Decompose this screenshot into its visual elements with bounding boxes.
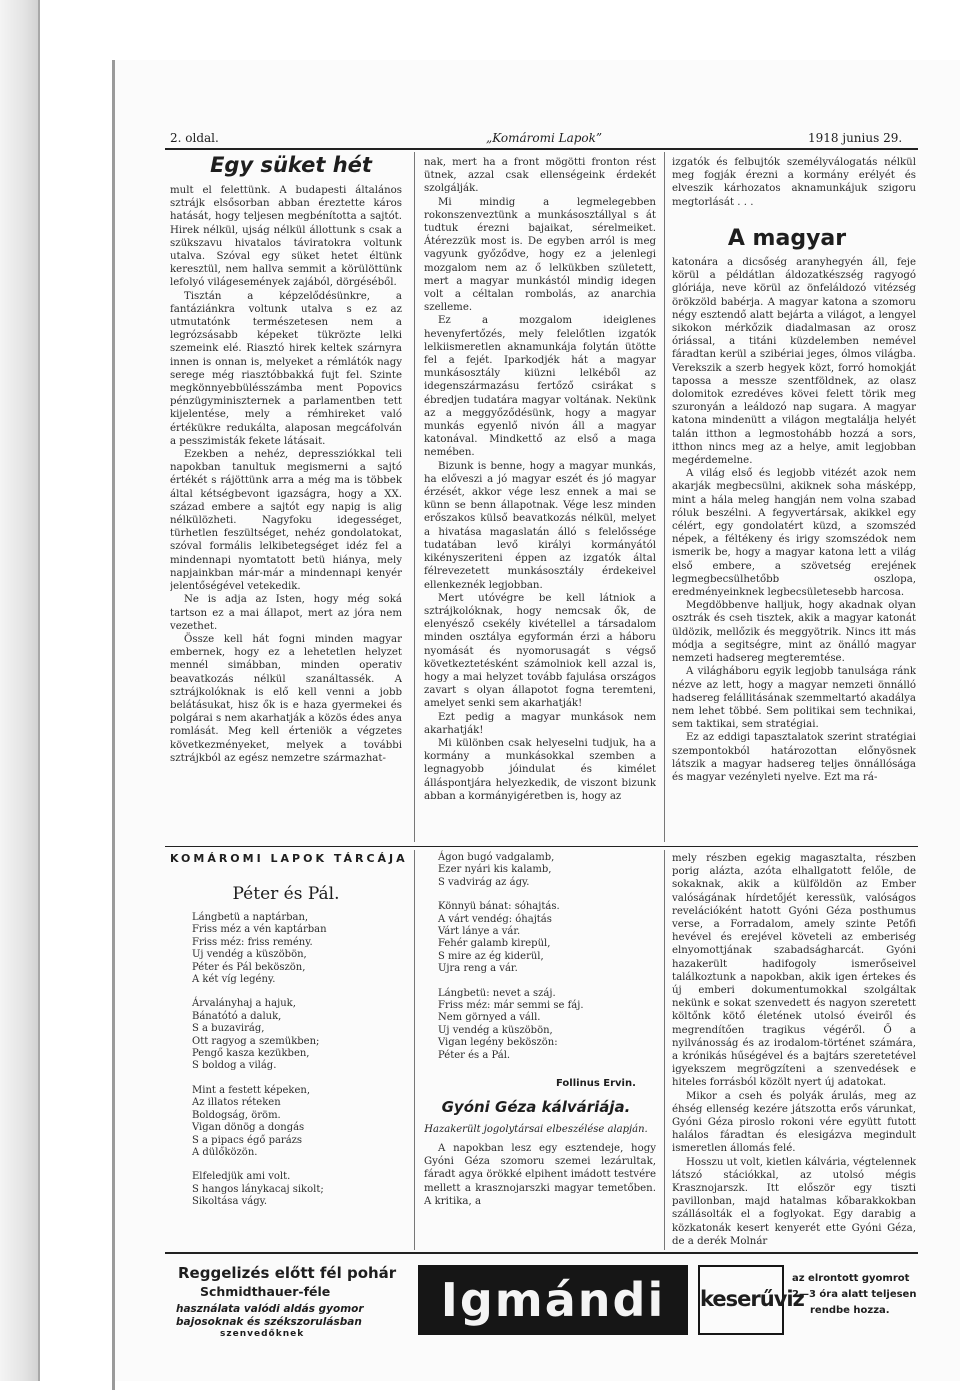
column-2-text	[424, 156, 656, 844]
verse-line: S mire az ég kiderül,	[438, 950, 544, 962]
verse-line: Ott ragyog a szemükben;	[192, 1035, 320, 1047]
stanza	[192, 1171, 327, 1208]
ad-rule	[165, 1252, 918, 1254]
verse-line: Péter és a Pál.	[438, 1049, 511, 1061]
verse-line: Sikoltása vágy.	[192, 1196, 268, 1208]
verse-line: Uj vendég a küszöbön,	[192, 949, 307, 961]
verse-line: Vigan legény beköszön:	[438, 1037, 558, 1049]
paragraph: mely részben egekig magasztalta, részben porig alázta, azóta elhallgatott felőle, de sokaknak, akik a külföldön az Ember valóságának hírdetőjét keressük, valóságos revelációként hatott Gyóni Géza posthumus verse, a Forradalom, amely szinte Petőfi hevével és erejével követeli az emberiség elnyomottjának szabadságharcát. Gyóni hazakerült hadifogoly ismerőseivel találkoztunk a napokban, akik igen értekes és új emberi dokumentumokkal szolgáltak nekünk e sokat szenvedett és nagyon szeretett költőnk kötő életének utolsó éveiről és megrendítően tragikus végéről. Ő a nyilvánosság és az irodalom-történet számára, a krónikás hűségével és a bajtárs szeretetével igyekszem megrögzíteni a szenvedések e hiteles forrásból közölt nyert új adatokat.	[672, 853, 916, 1089]
paragraph: A világ első és legjobb vitézét azok nem akarják megbecsülni, akiknek soha másképp, mint a hála meleg hangján nem volna szabad róluk beszélni. A fegyvertársak, akikkel egy célért, egy gondolatért küzd, a szomszéd népek, a féltékeny és irigy szomszédok nem ismerik be, hogy a magyar katona lett a világ első embere, a szövetség erejének legmegbecsülhetőbb oszlopa, eredményeinknek legbecsületesebb harcosa.	[672, 468, 916, 599]
verse-line: Bánatótó a daluk,	[192, 1010, 282, 1022]
paragraph: izgatók és felbujtók személyválogatás nélkül meg fogják érezni a kormány erélyét és elveszik kárhozatos aknamunkájuk szigoru megtorlását . . .	[672, 157, 916, 208]
stanza	[438, 988, 584, 1062]
feuilleton-rule	[165, 846, 918, 847]
verse-line: Várt lánye a vár.	[438, 926, 521, 938]
header-rule	[165, 148, 918, 150]
poem-title: Péter és Pál.	[232, 884, 340, 904]
section-title: A magyar	[727, 226, 847, 251]
verse-line: S boldog a világ.	[192, 1060, 277, 1072]
ad-line: szenvedőknek	[220, 1329, 305, 1339]
ad-line: Schmidthauer-féle	[200, 1284, 331, 1299]
verse-line: S a buzavirág,	[192, 1023, 265, 1035]
verse-line: Boldogság, öröm.	[192, 1109, 281, 1121]
paragraph: nak, mert ha a front mögötti fronton rést ütnek, azzal csak ellenségeink érdekét szolgálják.	[424, 157, 656, 195]
paragraph: Tisztán a képzelődésünkre, a fantáziánkra voltunk utalva s ez az utmutatónk természetesen nem a legrózsásabb képeket tükrözte lelki szemeink elé. Riasztó hirek keltek szárnyra innen is onnan is, melyeket a rémlátók nagy serege még riasztóbbakká fujt fel. Szinte megkönnyebbülésszámba ment Popovics pénzügyminiszternek a parlamentben tett kijelentése, mely a rémhireket való értékükre redukálta, alaposan megcáfolván a pesszimisták fekete látásait.	[170, 290, 402, 447]
paragraph: Hosszu ut volt, kietlen kálvária, végtelennek látszó stációkkal, az utolsó mégis Krasznojarszk. Itt először egy tiszti pavillonban, majd hatalmas kőbarakkokban szállásolták el a foglyokat. Egy darabig a közkatonák kesert kenyerét ette Gyóni Géza, de a derék Molnár	[672, 1156, 916, 1247]
poem-right	[438, 852, 584, 1074]
verse-line: Péter és Pál beköszön,	[192, 961, 306, 973]
column-rule-4	[664, 850, 665, 1250]
verse-line: Lángbetü: nevet a száj.	[438, 987, 556, 999]
brand-name: Igmándi	[440, 1273, 666, 1327]
column-3-bottom-text	[672, 852, 916, 1250]
page-number: 2. oldal.	[170, 131, 219, 145]
paragraph: Ezt pedig a magyar munkások nem akarhatják!	[424, 711, 656, 736]
article-2-text	[424, 1142, 656, 1246]
paragraph: Mi mindig a legmelegebben rokonszenveztünk a munkásosztállyal s át tudtuk érezni bajaikat, sérelmeiket. Átérezzük most is. De egyben arról is meg vagyunk győződve, hogy ez a jelenlegi mozgalom nem az ő lelkükben született, mert a magyar munkástól mindig idegen volt a céltalan rombolás, az anarchia szelleme.	[424, 196, 656, 314]
newspaper-name: „Komáromi Lapok”	[486, 131, 603, 145]
paragraph: Megdöbbenve halljuk, hogy akadnak olyan osztrák és cseh tisztek, akik a magyar katonát üldözik, mellőzik és meggyötrik. Nincs itt más módja a segitségre, mint az önálló magyar nemzeti hadsereg megteremtése.	[672, 600, 916, 665]
ad-line: Reggelizés előtt fél pohár	[178, 1264, 397, 1282]
paragraph: mult el felettünk. A budapesti általános sztrájk elsősorban abban éreztette káros hatását, hogy teljesen megbénította a sajtót. Hirek nélkül, ujság nélkül állottunk s csak a szükszavu hivatalos táviratokra voltunk utalva. Szóval egy süket hetet éltünk keresztül, nem hallva semmit a körülöttünk lefolyó világesemények zajából, dörgéséből.	[170, 185, 402, 289]
verse-line: Friss méz: már semmi se fáj.	[438, 1000, 584, 1012]
advertisement	[170, 1257, 916, 1337]
paragraph: Mikor a cseh és polyák árulás, meg az éhség ellenség kezére játszotta erős várunkat, Gyóni Géza piroslo rokoni vére együtt futott halálos fáradtan és elesigázva megindult ismeretlen állomás felé.	[672, 1090, 916, 1155]
poem-author: Follinus Ervin.	[556, 1078, 636, 1089]
paragraph: Mi különben csak helyeselni tudjuk, ha a kormány a munkásokkal szemben a legnagyobb jóindulat és kimélet álláspontjára helyezkedik, de viszont bizunk abban a kormányigéretben is, hogy az	[424, 737, 656, 802]
column-3-text	[672, 256, 916, 844]
verse-line: Vigan dönög a dongás	[192, 1122, 305, 1134]
issue-date: 1918 junius 29.	[808, 131, 903, 145]
verse-line: Az illatos réteken	[192, 1097, 281, 1109]
verse-line: Lángbetü a naptárban,	[192, 912, 309, 923]
paragraph: Ne is adja az Isten, hogy még soká tartson ez a mai állapot, mert az jóra nem vezethet.	[170, 594, 402, 632]
article-title: Egy süket hét	[210, 153, 372, 177]
product-name: keserűviz	[700, 1287, 804, 1311]
verse-line: S vadvirág az ágy.	[438, 876, 530, 888]
stanza	[192, 1085, 327, 1159]
verse-line: Árvalányhaj a hajuk,	[192, 998, 296, 1010]
ad-line: használata valódi aldás gyomor	[176, 1303, 364, 1315]
feuilleton-heading: KOMÁROMI LAPOK TÁRCÁJA	[170, 852, 408, 865]
binding-edge	[0, 0, 40, 1381]
verse-line: Friss méz: friss remény.	[192, 936, 313, 948]
column-rule-3	[414, 850, 415, 1250]
verse-line: A két víg legény.	[192, 974, 276, 986]
verse-line: Ujra reng a vár.	[438, 963, 518, 975]
verse-line: Ágon bugó vadgalamb,	[438, 852, 555, 863]
verse-line: S hangos lánykacaj sikolt;	[192, 1183, 324, 1195]
paragraph: A napokban lesz egy esztendeje, hogy Gyóni Géza szomoru szemei lezárultak, fáradt agya örökké elpihent imádott testvére mellett a krasznojarszki magyar temetőben. A kritika, a	[424, 1143, 656, 1207]
stanza	[192, 998, 327, 1072]
verse-line: A várt vendég: óhajtás	[438, 913, 552, 925]
ad-line: az elrontott gyomrot	[792, 1273, 910, 1284]
stanza	[438, 901, 584, 975]
paragraph: katonára a dicsőség aranyhegyén áll, feje körül a példátlan áldozatkészség ragyogó glóriája, neve körül az önfeláldozó vitézség örökzöld babérja. A magyar katona a szomoru négy esztendő alatt bejárta a világot, a lengyel sikokon mérkőzik diadalmasan az orosz óriással, a titáni küzdelemben nemével fáradtan kerül a szibériai jeges, ólmos világba. Verekszik a szerb hegyek közt, forró homokját tapossa a messze szentföldnek, az olasz dolomitok ezredéves kövei felett törik meg szuronyán a leáldozó nap sugara. A magyar katona mindenütt a világon megtalálja helyét talán itthon a legmostohább hozzá a sors, itthon nincs meg az a helye, amit legjobban megérdemelne.	[672, 257, 916, 467]
verse-line: A dülőközön.	[192, 1146, 258, 1158]
verse-line: Könnyü bánat: sóhajtás.	[438, 901, 560, 913]
paragraph: Mert utóvégre be kell látniok a sztrájkolóknak, hogy nemcsak ők, de elenyésző csekély kivétellel a társadalom minden osztálya egyformán érzi a háboru nyomását és nyomorusagát s végső következtetésként számolniok kell azzal is, hogy a mai helyzet tovább fajulása országos zavart s olyan állapotot fogna teremteni, amelyet senki sem akarhatják!	[424, 592, 656, 710]
stanza	[438, 852, 584, 889]
column-3-top-text	[672, 156, 916, 222]
paragraph: Ez a mozgalom ideiglenes hevenyfertőzés, mely felelőtlen izgatók lelkiismeretlen aknamunkája folytán ütötte fel a fejét. Iparkodjék hát a magyar munkásosztály kiüzni lelkéből az idegenszármazásu fertőző csirákat s ébredjen tudatára magyar voltának. Nekünk az a meggyőződésünk, hogy a magyar munkás egyenlő nivón áll a magyar katonával. Mindkettő az első a maga nemében.	[424, 315, 656, 459]
paragraph: Bizunk is benne, hogy a magyar munkás, ha előveszi a jó magyar eszét és jó magyar érzését, akkor vége lesz ennek a mai se künn se benn állapotnak. Vége lesz minden erőszakos külső beavatkozás nélkül, melyet a hivatása magaslatán álló s felelőssége tudatában levő királyi kormányától kikényszeriteni éppen az izgatók által félrevezetett munkásosztály érdekeivel ellenkeznék legjobban.	[424, 460, 656, 591]
verse-line: Ezer nyári kis kalamb,	[438, 864, 552, 876]
page-edge-line	[112, 60, 115, 1390]
column-rule-1	[414, 152, 415, 842]
paragraph: Ezekben a nehéz, depressziókkal teli napokban tanultuk megismerni a sajtó értékét s rájöttünk arra a még ma is többek által kétségbevont igazságra, hogy a XX. század embere a sajtót egy napig is alig nélkülözheti. Nagyfoku idegességet, türhetlen feszültséget, nehéz gondolatokat, szóval formális lelkibetegséget idéz fel a mindennapi nyomtatott betü hiánya, mely napjainkban már-már a mindennapi kenyér jelentőségével vetekedik.	[170, 449, 402, 593]
verse-line: Fehér galamb kirepül,	[438, 938, 551, 950]
column-rule-2	[664, 152, 665, 842]
verse-line: S a pipacs égő parázs	[192, 1134, 303, 1146]
verse-line: Nem görnyed a váll.	[438, 1012, 541, 1024]
column-1-text	[170, 184, 402, 844]
paragraph: Ez az eddigi tapasztalatok szerint stratégiai szempontokból határozottan előnyösnek látszik a magyar hadsereg teljes önnállósága és magyar vezényleti nyelve. Ezt ma rá-	[672, 732, 916, 783]
paragraph: Össze kell hát fogni minden magyar embernek, hogy ez a lehetetlen helyzet mennél simábban, minden operativ beavatkozás nélkül szanáltassék. A sztrájkolóknak is elő kell venni a jobb belátásukat, hisz ők is e haza gyermekei és polgárai s nem akarhatják a közös édes anya romlását. Meg kell érteniök a végzetes következményeket, melyek a további sztrájkból az egész nemzetre származhat-	[170, 633, 402, 764]
stanza	[192, 912, 327, 986]
article-2-title: Gyóni Géza kálváriája.	[441, 1098, 631, 1116]
verse-line: Elfeledjük ami volt.	[192, 1171, 291, 1183]
paragraph: A világháboru egyik legjobb tanulsága ránk nézve az lett, hogy a magyar nemzeti önnálló hadsereg felállitásának szemmeltartó akadálya nem lehet többé. Sem politikai sem technikai, sem taktikai, sem stratégiai.	[672, 666, 916, 731]
verse-line: Uj vendég a küszöbön,	[438, 1024, 553, 1036]
poem-left	[192, 912, 327, 1221]
verse-line: Friss méz a vén kaptárban	[192, 924, 327, 936]
verse-line: Mint a festett képeken,	[192, 1084, 311, 1096]
ad-line: bajosoknak és székszorulásban	[176, 1316, 362, 1328]
ad-line: 2—3 óra alatt teljesen	[792, 1289, 917, 1300]
verse-line: Pengő kasza kezükben,	[192, 1048, 310, 1060]
binding-edge-line	[38, 0, 40, 1381]
ad-line: rendbe hozza.	[810, 1305, 890, 1316]
article-2-subtitle: Hazakerült jogolytársai elbeszélése alapján.	[424, 1124, 648, 1135]
